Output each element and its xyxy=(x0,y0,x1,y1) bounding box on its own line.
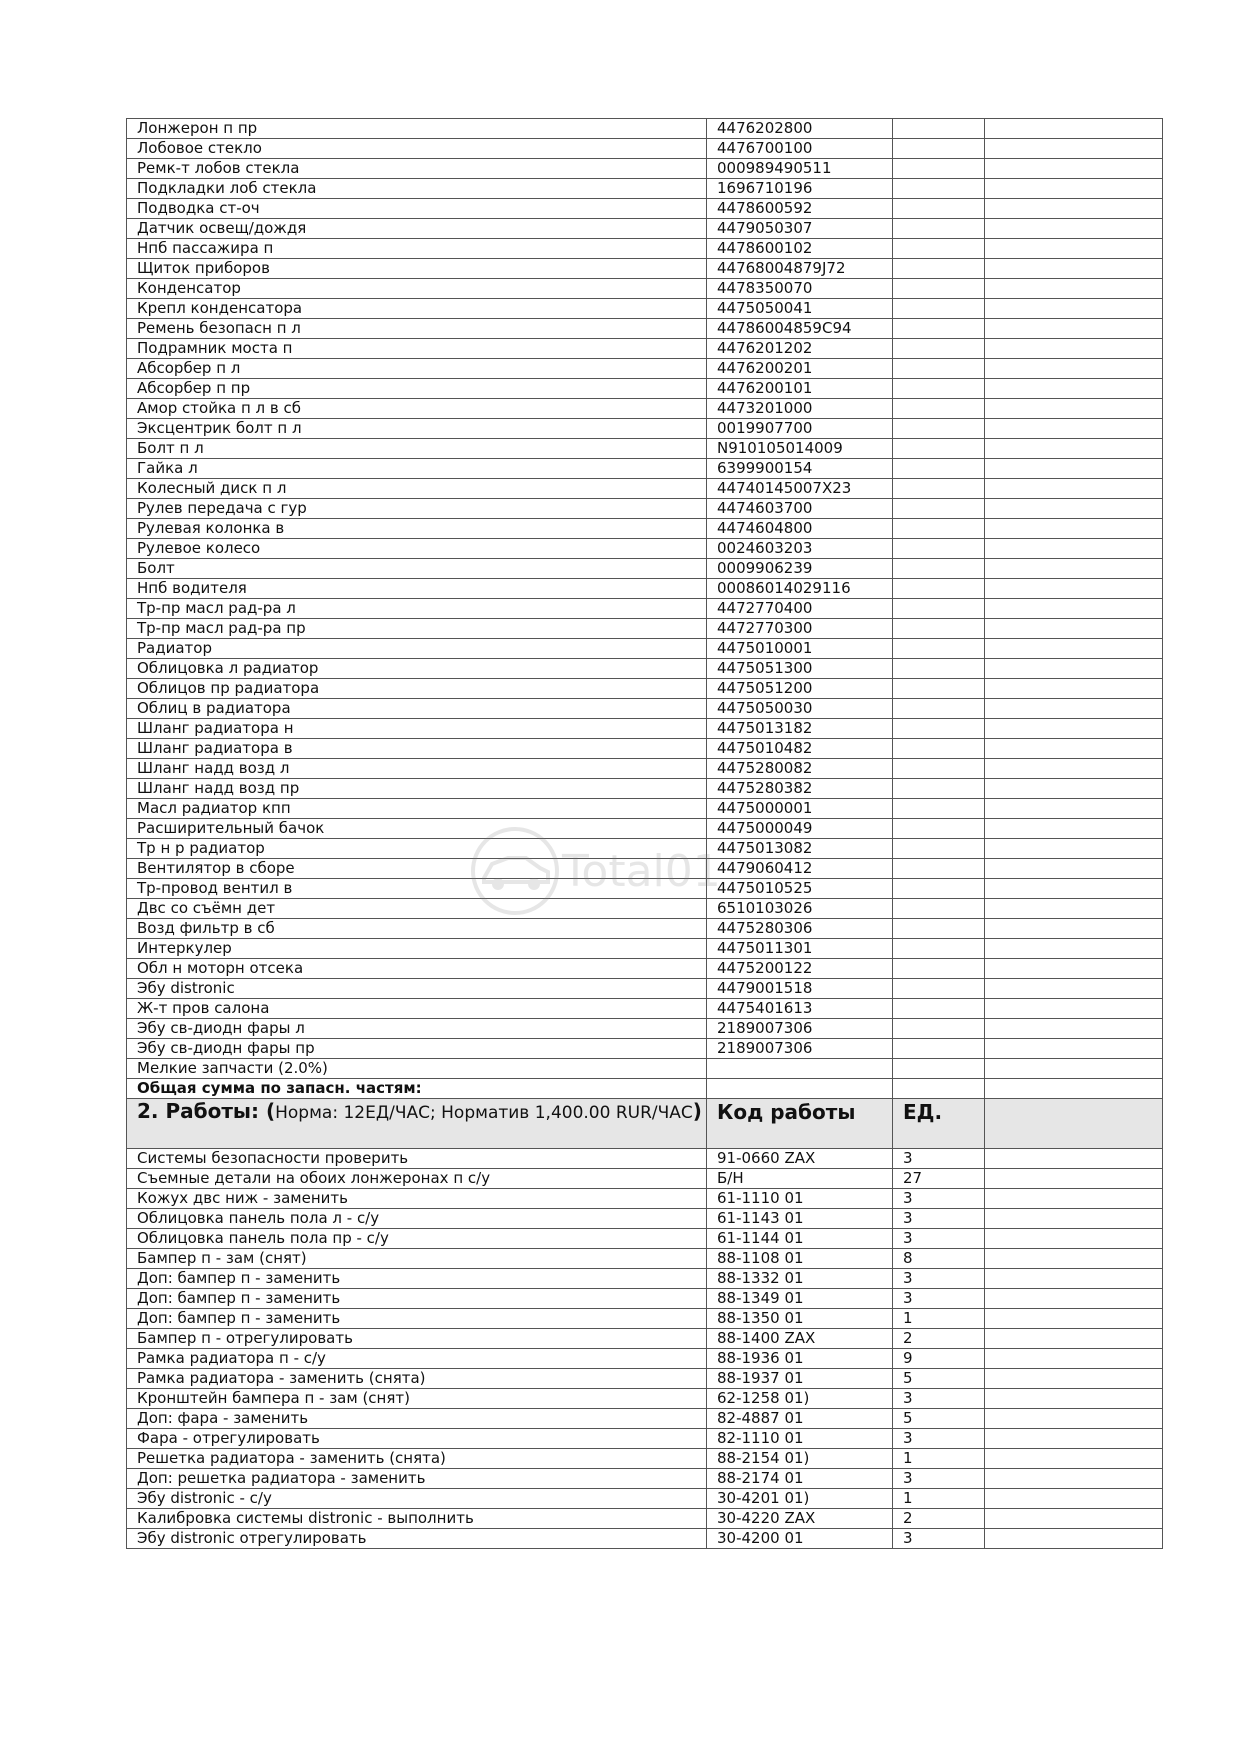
work-code: 62-1258 01) xyxy=(707,1389,893,1409)
parts-section xyxy=(127,119,1163,1079)
part-row xyxy=(127,579,1163,599)
part-code: 4475010525 xyxy=(707,879,893,899)
work-name: Фара - отрегулировать xyxy=(127,1429,707,1449)
work-code: 82-4887 01 xyxy=(707,1409,893,1429)
part-code: 4475000049 xyxy=(707,819,893,839)
part-name: Тр-пр масл рад-ра пр xyxy=(127,619,707,639)
part-name: Тр-пр масл рад-ра л xyxy=(127,599,707,619)
work-name: Кронштейн бампера п - зам (снят) xyxy=(127,1389,707,1409)
part-row xyxy=(127,319,1163,339)
work-row xyxy=(127,1249,1163,1269)
work-units: 9 xyxy=(893,1349,985,1369)
work-name: Облицовка панель пола пр - с/у xyxy=(127,1229,707,1249)
work-code: 91-0660 ZAX xyxy=(707,1149,893,1169)
part-name: Ремень безопасн п л xyxy=(127,319,707,339)
part-code: 4472770400 xyxy=(707,599,893,619)
part-name: Облиц в радиатора xyxy=(127,699,707,719)
part-row xyxy=(127,839,1163,859)
part-code: 4475010001 xyxy=(707,639,893,659)
part-name: Ж-т пров салона xyxy=(127,999,707,1019)
part-code: 4476200101 xyxy=(707,379,893,399)
part-name: Щиток приборов xyxy=(127,259,707,279)
part-code: 0019907700 xyxy=(707,419,893,439)
part-row xyxy=(127,759,1163,779)
work-code: 61-1110 01 xyxy=(707,1189,893,1209)
work-code: Б/Н xyxy=(707,1169,893,1189)
part-row xyxy=(127,779,1163,799)
part-code: 6510103026 xyxy=(707,899,893,919)
part-code: 4475013082 xyxy=(707,839,893,859)
part-code: 4479001518 xyxy=(707,979,893,999)
work-units: 2 xyxy=(893,1329,985,1349)
part-row xyxy=(127,979,1163,999)
work-units: 1 xyxy=(893,1449,985,1469)
part-name: Колесный диск п л xyxy=(127,479,707,499)
part-name: Масл радиатор кпп xyxy=(127,799,707,819)
work-code: 88-1400 ZAX xyxy=(707,1329,893,1349)
work-row xyxy=(127,1169,1163,1189)
part-code: 4478350070 xyxy=(707,279,893,299)
part-row xyxy=(127,399,1163,419)
work-units: 2 xyxy=(893,1509,985,1529)
work-units: 5 xyxy=(893,1409,985,1429)
part-name: Гайка л xyxy=(127,459,707,479)
part-row xyxy=(127,1019,1163,1039)
work-name: Эбу distronic отрегулировать xyxy=(127,1529,707,1549)
part-code: 0024603203 xyxy=(707,539,893,559)
part-row xyxy=(127,139,1163,159)
part-code: 4478600102 xyxy=(707,239,893,259)
part-name: Амор стойка п л в сб xyxy=(127,399,707,419)
work-units: 1 xyxy=(893,1309,985,1329)
part-row xyxy=(127,599,1163,619)
part-code: N910105014009 xyxy=(707,439,893,459)
work-code: 30-4201 01) xyxy=(707,1489,893,1509)
part-row xyxy=(127,1039,1163,1059)
part-name: Вентилятор в сборе xyxy=(127,859,707,879)
part-code xyxy=(707,1059,893,1079)
work-code: 88-1332 01 xyxy=(707,1269,893,1289)
parts-total-label: Общая сумма по запасн. частям: xyxy=(127,1079,707,1099)
part-name: Эбу св-диодн фары пр xyxy=(127,1039,707,1059)
part-code: 6399900154 xyxy=(707,459,893,479)
part-name: Расширительный бачок xyxy=(127,819,707,839)
work-row xyxy=(127,1469,1163,1489)
work-name: Эбу distronic - с/у xyxy=(127,1489,707,1509)
work-units: 1 xyxy=(893,1489,985,1509)
works-section xyxy=(127,1149,1163,1549)
part-name: Подводка ст-оч xyxy=(127,199,707,219)
part-name: Облицовка л радиатор xyxy=(127,659,707,679)
part-name: Эбу св-диодн фары л xyxy=(127,1019,707,1039)
part-code: 4474603700 xyxy=(707,499,893,519)
part-name: Крепл конденсатора xyxy=(127,299,707,319)
part-code: 4475051200 xyxy=(707,679,893,699)
part-name: Рулевое колесо xyxy=(127,539,707,559)
part-row xyxy=(127,479,1163,499)
work-code: 88-1937 01 xyxy=(707,1369,893,1389)
part-name: Радиатор xyxy=(127,639,707,659)
work-row xyxy=(127,1149,1163,1169)
part-code: 4475000001 xyxy=(707,799,893,819)
part-row xyxy=(127,879,1163,899)
work-units: 3 xyxy=(893,1209,985,1229)
work-name: Бампер п - зам (снят) xyxy=(127,1249,707,1269)
work-code: 82-1110 01 xyxy=(707,1429,893,1449)
work-code: 88-1350 01 xyxy=(707,1309,893,1329)
part-row xyxy=(127,219,1163,239)
part-code: 4476200201 xyxy=(707,359,893,379)
part-code: 4479050307 xyxy=(707,219,893,239)
work-row xyxy=(127,1209,1163,1229)
part-name: Лонжерон п пр xyxy=(127,119,707,139)
part-code: 4476201202 xyxy=(707,339,893,359)
work-units: 8 xyxy=(893,1249,985,1269)
part-row xyxy=(127,799,1163,819)
work-name: Доп: фара - заменить xyxy=(127,1409,707,1429)
part-code: 4475013182 xyxy=(707,719,893,739)
part-row xyxy=(127,859,1163,879)
part-code: 2189007306 xyxy=(707,1019,893,1039)
part-code: 4475050041 xyxy=(707,299,893,319)
work-row xyxy=(127,1289,1163,1309)
part-name: Конденсатор xyxy=(127,279,707,299)
part-row xyxy=(127,159,1163,179)
part-name: Датчик освещ/дождя xyxy=(127,219,707,239)
part-name: Возд фильтр в сб xyxy=(127,919,707,939)
part-row xyxy=(127,819,1163,839)
part-name: Подрамник моста п xyxy=(127,339,707,359)
part-code: 2189007306 xyxy=(707,1039,893,1059)
part-row xyxy=(127,499,1163,519)
part-code: 4475280082 xyxy=(707,759,893,779)
part-row xyxy=(127,899,1163,919)
part-row xyxy=(127,1059,1163,1079)
work-name: Доп: бампер п - заменить xyxy=(127,1309,707,1329)
work-name: Доп: бампер п - заменить xyxy=(127,1289,707,1309)
works-section-header xyxy=(127,1099,1163,1149)
work-row xyxy=(127,1329,1163,1349)
part-code: 4475200122 xyxy=(707,959,893,979)
part-code: 4475010482 xyxy=(707,739,893,759)
part-code: 4475280306 xyxy=(707,919,893,939)
part-name: Интеркулер xyxy=(127,939,707,959)
work-row xyxy=(127,1349,1163,1369)
part-name: Рулевая колонка в xyxy=(127,519,707,539)
work-name: Доп: решетка радиатора - заменить xyxy=(127,1469,707,1489)
work-name: Решетка радиатора - заменить (снята) xyxy=(127,1449,707,1469)
part-code: 4472770300 xyxy=(707,619,893,639)
work-row xyxy=(127,1309,1163,1329)
part-row xyxy=(127,259,1163,279)
part-name: Болт xyxy=(127,559,707,579)
part-name: Шланг надд возд л xyxy=(127,759,707,779)
part-code: 44740145007X23 xyxy=(707,479,893,499)
part-row xyxy=(127,559,1163,579)
part-row xyxy=(127,179,1163,199)
work-name: Рамка радиатора п - с/у xyxy=(127,1349,707,1369)
work-code: 88-1936 01 xyxy=(707,1349,893,1369)
part-code: 44786004859C94 xyxy=(707,319,893,339)
part-name: Лобовое стекло xyxy=(127,139,707,159)
part-name: Тр н р радиатор xyxy=(127,839,707,859)
part-code: 4475280382 xyxy=(707,779,893,799)
part-row xyxy=(127,999,1163,1019)
col-header-units: ЕД. xyxy=(893,1099,985,1149)
works-norm-text: Норма: 12ЕД/ЧАС; Норматив 1,400.00 RUR/ЧАС xyxy=(275,1103,693,1123)
part-row xyxy=(127,419,1163,439)
part-row xyxy=(127,379,1163,399)
part-name: Мелкие запчасти (2.0%) xyxy=(127,1059,707,1079)
part-row xyxy=(127,339,1163,359)
part-name: Тр-провод вентил в xyxy=(127,879,707,899)
parts-total-row xyxy=(127,1079,1163,1099)
part-row xyxy=(127,959,1163,979)
part-row xyxy=(127,199,1163,219)
part-row xyxy=(127,459,1163,479)
part-row xyxy=(127,279,1163,299)
part-row xyxy=(127,119,1163,139)
work-row xyxy=(127,1389,1163,1409)
part-name: Ремк-т лобов стекла xyxy=(127,159,707,179)
part-code: 4475401613 xyxy=(707,999,893,1019)
works-section-title: 2. Работы: (Норма: 12ЕД/ЧАС; Норматив 1,400.00 RUR/ЧАС) xyxy=(127,1099,707,1149)
part-row xyxy=(127,639,1163,659)
work-units: 3 xyxy=(893,1289,985,1309)
part-code: 1696710196 xyxy=(707,179,893,199)
work-code: 88-2154 01) xyxy=(707,1449,893,1469)
work-row xyxy=(127,1229,1163,1249)
part-row xyxy=(127,619,1163,639)
work-row xyxy=(127,1489,1163,1509)
work-name: Облицовка панель пола л - с/у xyxy=(127,1209,707,1229)
work-row xyxy=(127,1509,1163,1529)
work-units: 3 xyxy=(893,1189,985,1209)
work-units: 3 xyxy=(893,1389,985,1409)
part-name: Шланг надд возд пр xyxy=(127,779,707,799)
part-name: Шланг радиатора в xyxy=(127,739,707,759)
part-code: 4475050030 xyxy=(707,699,893,719)
part-row xyxy=(127,699,1163,719)
part-row xyxy=(127,299,1163,319)
work-name: Кожух двс ниж - заменить xyxy=(127,1189,707,1209)
work-name: Рамка радиатора - заменить (снята) xyxy=(127,1369,707,1389)
part-code: 000989490511 xyxy=(707,159,893,179)
work-row xyxy=(127,1429,1163,1449)
work-row xyxy=(127,1409,1163,1429)
part-name: Эксцентрик болт п л xyxy=(127,419,707,439)
part-row xyxy=(127,939,1163,959)
part-row xyxy=(127,659,1163,679)
work-name: Системы безопасности проверить xyxy=(127,1149,707,1169)
part-code: 4476700100 xyxy=(707,139,893,159)
part-name: Шланг радиатора н xyxy=(127,719,707,739)
part-row xyxy=(127,439,1163,459)
work-units: 3 xyxy=(893,1469,985,1489)
part-code: 4478600592 xyxy=(707,199,893,219)
work-code: 30-4220 ZAX xyxy=(707,1509,893,1529)
part-code: 4475051300 xyxy=(707,659,893,679)
part-row xyxy=(127,359,1163,379)
work-row xyxy=(127,1529,1163,1549)
part-code: 4476202800 xyxy=(707,119,893,139)
work-code: 61-1144 01 xyxy=(707,1229,893,1249)
part-row xyxy=(127,239,1163,259)
work-units: 3 xyxy=(893,1149,985,1169)
work-row xyxy=(127,1369,1163,1389)
part-name: Двс со съёмн дет xyxy=(127,899,707,919)
part-code: 4474604800 xyxy=(707,519,893,539)
part-row xyxy=(127,519,1163,539)
work-code: 88-1108 01 xyxy=(707,1249,893,1269)
part-name: Абсорбер п пр xyxy=(127,379,707,399)
work-name: Доп: бампер п - заменить xyxy=(127,1269,707,1289)
part-row xyxy=(127,919,1163,939)
part-code: 0009906239 xyxy=(707,559,893,579)
work-code: 61-1143 01 xyxy=(707,1209,893,1229)
watermark-text: Total01 xyxy=(562,846,721,897)
parts-total-section xyxy=(127,1079,1163,1149)
work-code: 88-2174 01 xyxy=(707,1469,893,1489)
part-name: Эбу distronic xyxy=(127,979,707,999)
part-name: Подкладки лоб стекла xyxy=(127,179,707,199)
work-name: Бампер п - отрегулировать xyxy=(127,1329,707,1349)
part-row xyxy=(127,719,1163,739)
work-units: 3 xyxy=(893,1429,985,1449)
work-code: 30-4200 01 xyxy=(707,1529,893,1549)
part-name: Болт п л xyxy=(127,439,707,459)
part-code: 00086014029116 xyxy=(707,579,893,599)
work-units: 3 xyxy=(893,1529,985,1549)
estimate-table xyxy=(126,118,1163,1549)
part-name: Нпб водителя xyxy=(127,579,707,599)
work-row xyxy=(127,1449,1163,1469)
work-row xyxy=(127,1269,1163,1289)
part-name: Абсорбер п л xyxy=(127,359,707,379)
work-code: 88-1349 01 xyxy=(707,1289,893,1309)
part-code: 4473201000 xyxy=(707,399,893,419)
part-name: Обл н моторн отсека xyxy=(127,959,707,979)
part-name: Рулев передача с гур xyxy=(127,499,707,519)
part-code: 44768004879J72 xyxy=(707,259,893,279)
part-code: 4475011301 xyxy=(707,939,893,959)
work-units: 27 xyxy=(893,1169,985,1189)
work-units: 3 xyxy=(893,1269,985,1289)
part-row xyxy=(127,539,1163,559)
part-row xyxy=(127,739,1163,759)
work-name: Калибровка системы distronic - выполнить xyxy=(127,1509,707,1529)
part-name: Облицов пр радиатора xyxy=(127,679,707,699)
col-header-code: Код работы xyxy=(707,1099,893,1149)
work-row xyxy=(127,1189,1163,1209)
work-units: 5 xyxy=(893,1369,985,1389)
part-code: 4479060412 xyxy=(707,859,893,879)
work-units: 3 xyxy=(893,1229,985,1249)
part-name: Нпб пассажира п xyxy=(127,239,707,259)
work-name: Съемные детали на обоих лонжеронах п с/у xyxy=(127,1169,707,1189)
part-row xyxy=(127,679,1163,699)
